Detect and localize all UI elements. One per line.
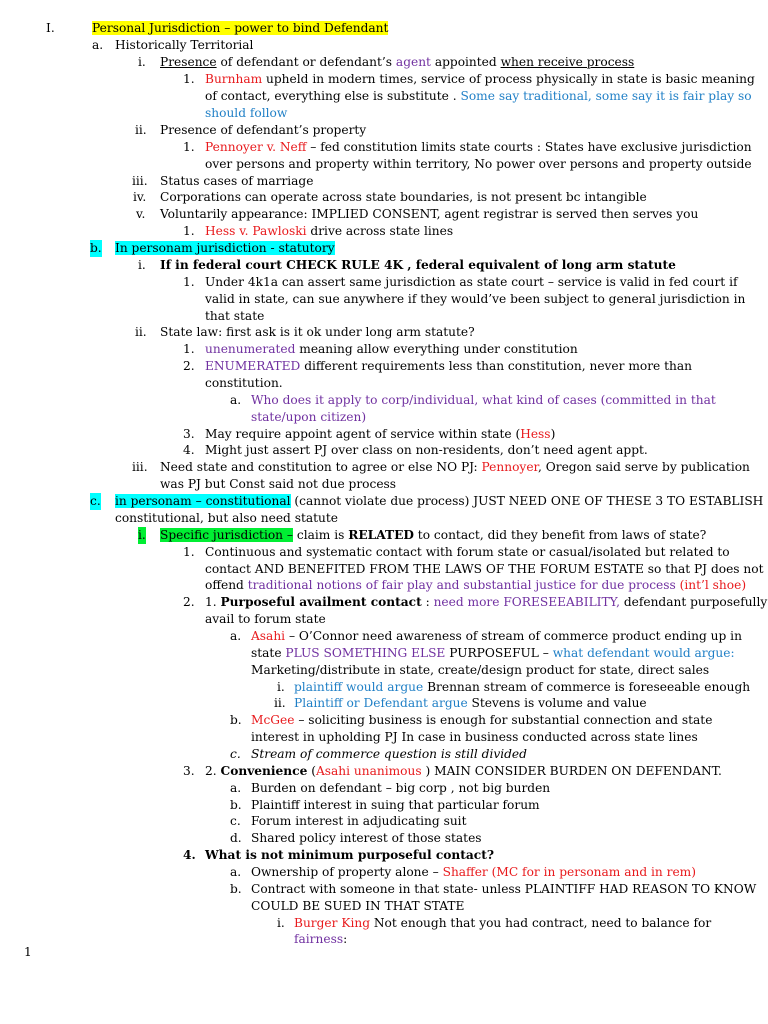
outline-line (205, 594, 767, 611)
text-run: May require appoint agent of service within state ( (205, 427, 521, 441)
text-run: Shared policy interest of those states (251, 831, 482, 845)
text-run: traditional notions of fair play and substantial justice for due process (247, 578, 676, 592)
outline-line (115, 37, 253, 54)
outline-label: 3. (183, 764, 195, 778)
outline-line (160, 189, 647, 206)
text-run: State law: first ask is it ok under long arm statute? (160, 325, 475, 339)
outline-label: v. (136, 207, 146, 221)
outline-label: ii. (274, 696, 286, 710)
outline-line (294, 695, 647, 712)
outline-label: b. (230, 798, 242, 812)
text-run: COULD BE SUED IN THAT STATE (251, 899, 465, 913)
outline-line (160, 324, 475, 341)
outline-label: i. (138, 528, 146, 542)
text-run: Voluntarily appearance: IMPLIED CONSENT, agent registrar is served then serves you (160, 207, 699, 221)
text-run: – O’Connor need awareness of stream of commerce product ending up in (285, 629, 742, 643)
text-run: valid in state, can sue anywhere if they would’ve been subject to general jurisdiction in (205, 292, 746, 306)
text-run: Specific jurisdiction – (160, 528, 293, 542)
text-run: (cannot violate due process) JUST NEED ONE OF THESE 3 TO ESTABLISH (290, 494, 764, 508)
outline-label: a. (230, 393, 242, 407)
text-run: Asahi unanimous (315, 764, 422, 778)
text-run: over persons and property within territory, No power over persons and property outside (205, 157, 752, 171)
outline-line (160, 527, 706, 544)
outline-line (205, 291, 745, 308)
outline-label: 1. (183, 224, 195, 238)
outline-label: 4. (183, 443, 195, 457)
outline-line (294, 679, 750, 696)
outline-line (160, 122, 366, 139)
outline-line (251, 628, 742, 645)
outline-label: 1. (183, 545, 195, 559)
outline-line (205, 156, 752, 173)
outline-line (160, 206, 698, 223)
outline-label: 1. (183, 342, 195, 356)
text-run: upheld in modern times, service of process physically in state is basic meaning (262, 72, 755, 86)
text-run: Forum interest in adjudicating suit (251, 814, 467, 828)
outline-line (205, 375, 283, 392)
outline-line (205, 763, 722, 780)
text-run: Asahi (251, 629, 286, 643)
text-run: agent (395, 55, 431, 69)
outline-line (205, 577, 746, 594)
outline-label: ii. (135, 123, 147, 137)
text-run: If in federal court CHECK RULE 4K , federal equivalent of long arm statute (160, 258, 676, 272)
outline-label: i. (277, 916, 285, 930)
outline-line (115, 510, 338, 527)
text-run: fairness (294, 932, 344, 946)
text-run: Purposeful availment contact (220, 595, 422, 609)
text-run: , Oregon said serve by publication (538, 460, 750, 474)
outline-line (115, 493, 763, 510)
text-run: Who does it apply to corp/individual, what kind of cases (committed in that (251, 393, 716, 407)
outline-line (294, 931, 347, 948)
text-run: appointed (430, 55, 501, 69)
outline-label: i. (138, 55, 146, 69)
text-run: Marketing/distribute in state, create/design product for state, direct sales (251, 663, 710, 677)
outline-label: i. (138, 258, 146, 272)
outline-label: a. (230, 781, 242, 795)
outline-line (205, 71, 755, 88)
outline-line (251, 645, 735, 662)
text-run: defendant purposefully (619, 595, 768, 609)
outline-label: c. (230, 747, 241, 761)
text-run: : (343, 932, 348, 946)
outline-label: iv. (133, 190, 147, 204)
outline-line (205, 88, 752, 105)
text-run: when receive process (500, 55, 635, 69)
text-run: Burnham (205, 72, 263, 86)
text-run: Historically Territorial (115, 38, 254, 52)
outline-line (251, 729, 698, 746)
text-run: PLUS SOMETHING ELSE (285, 646, 446, 660)
text-run: (int’l shoe) (679, 578, 747, 592)
outline-line (251, 864, 696, 881)
outline-line (251, 662, 709, 679)
outline-line (251, 712, 712, 729)
outline-line (205, 308, 264, 325)
page-number: 1 (24, 945, 32, 959)
outline-line (205, 358, 692, 375)
text-run: state/upon citizen) (251, 410, 367, 424)
text-run: In personam jurisdiction - statutory (115, 241, 335, 255)
outline-label: I. (46, 21, 55, 35)
text-run: Personal Jurisdiction – power to bind Defendant (92, 21, 389, 35)
outline-label: 1. (183, 72, 195, 86)
outline-label: iii. (132, 174, 148, 188)
outline-line (160, 459, 750, 476)
text-run: contact AND BENEFITED FROM THE LAWS OF THE FORUM ESTATE so that PJ does not (205, 562, 764, 576)
text-run: Pennoyer v. Neff (205, 140, 307, 154)
text-run: different requirements less than constitution, never more than (300, 359, 693, 373)
outline-line (160, 476, 396, 493)
text-run: state (251, 646, 286, 660)
text-run: Status cases of marriage (160, 174, 314, 188)
outline-label: iii. (132, 460, 148, 474)
text-run: – fed constitution limits state courts : States have exclusive jurisdiction (306, 140, 752, 154)
text-run: to contact, did they benefit from laws of state? (413, 528, 707, 542)
text-run: Corporations can operate across state boundaries, is not present bc intangible (160, 190, 647, 204)
text-run: Stevens is volume and value (467, 696, 647, 710)
outline-line (205, 105, 287, 122)
text-run: Burger King (294, 916, 370, 930)
text-run: was PJ but Const said not due process (160, 477, 397, 491)
outline-line (251, 409, 366, 426)
text-run: Under 4k1a can assert same jurisdiction as state court – service is valid in fed court if (205, 275, 738, 289)
outline-label: b. (230, 882, 242, 896)
outline-line (115, 240, 335, 257)
text-run: drive across state lines (306, 224, 454, 238)
outline-line (251, 881, 756, 898)
text-run: Shaffer (MC for in personam and in rem) (442, 865, 696, 879)
outline-line (251, 746, 527, 763)
text-run: offend (205, 578, 248, 592)
outline-line (251, 898, 464, 915)
outline-line (205, 544, 730, 561)
outline-line (251, 830, 482, 847)
text-run: in personam – constitutional (115, 494, 291, 508)
text-run: meaning allow everything under constitution (295, 342, 578, 356)
outline-label: a. (92, 38, 104, 52)
text-run: plaintiff would argue (294, 680, 424, 694)
outline-label: a. (230, 865, 242, 879)
text-run: Burden on defendant – big corp , not big burden (251, 781, 551, 795)
text-run: claim is (293, 528, 349, 542)
outline-label: c. (230, 814, 241, 828)
outline-label: b. (90, 241, 102, 255)
text-run: need more FORESEEABILITY, (433, 595, 620, 609)
outline-label: i. (277, 680, 285, 694)
text-run: 2. (205, 764, 221, 778)
text-run: ) MAIN CONSIDER BURDEN ON DEFENDANT. (421, 764, 722, 778)
outline-label: 1. (183, 140, 195, 154)
outline-line (205, 223, 453, 240)
outline-label: 2. (183, 359, 195, 373)
text-run: RELATED (348, 528, 414, 542)
outline-line (205, 847, 494, 864)
outline-label: a. (230, 629, 242, 643)
text-run: of defendant or defendant’s (216, 55, 396, 69)
text-run: unenumerated (205, 342, 296, 356)
text-run: ENUMERATED (205, 359, 301, 373)
text-run: Plaintiff interest in suing that particular forum (251, 798, 540, 812)
text-run: interest in upholding PJ In case in business conducted across state lines (251, 730, 698, 744)
text-run: Contract with someone in that state- unless PLAINTIFF HAD REASON TO KNOW (251, 882, 757, 896)
text-run: McGee (251, 713, 295, 727)
outline-line (294, 915, 711, 932)
text-run: Pennoyer (481, 460, 539, 474)
outline-line (205, 139, 752, 156)
outline-line (251, 392, 716, 409)
text-run: constitutional, but also need statute (115, 511, 338, 525)
text-run: that state (205, 309, 265, 323)
outline-line (205, 274, 737, 291)
text-run: avail to forum state (205, 612, 326, 626)
text-run: what defendant would argue: (552, 646, 735, 660)
text-run: should follow (205, 106, 288, 120)
outline-line (160, 54, 634, 71)
text-run: Presence of defendant’s property (160, 123, 367, 137)
outline-label: c. (90, 494, 101, 508)
outline-label: b. (230, 713, 242, 727)
outline-line (92, 20, 388, 37)
text-run: Convenience (220, 764, 308, 778)
outline-line (251, 780, 550, 797)
outline-label: 1. (183, 275, 195, 289)
outline-line (205, 561, 764, 578)
text-run: – soliciting business is enough for substantial connection and state (294, 713, 713, 727)
text-run: Hess (520, 427, 551, 441)
text-run: Ownership of property alone – (251, 865, 443, 879)
outline-label: 4. (183, 848, 196, 862)
text-run: Might just assert PJ over class on non-residents, don’t need agent appt. (205, 443, 648, 457)
text-run: constitution. (205, 376, 283, 390)
outline-line (205, 442, 648, 459)
text-run: ) (550, 427, 556, 441)
text-run: of contact, everything else is substitute . (205, 89, 461, 103)
text-run: Brennan stream of commerce is foreseeable enough (423, 680, 751, 694)
outline-line (205, 611, 326, 628)
text-run: 1. (205, 595, 221, 609)
outline-label: ii. (135, 325, 147, 339)
text-run: Hess v. Pawloski (205, 224, 307, 238)
text-run: Presence (160, 55, 217, 69)
outline-label: 3. (183, 427, 195, 441)
text-run: Some say traditional, some say it is fair play so (460, 89, 752, 103)
outline-line (251, 813, 466, 830)
text-run: Need state and constitution to agree or else NO PJ: (160, 460, 482, 474)
outline-label: d. (230, 831, 242, 845)
text-run: Stream of commerce question is still divided (251, 747, 527, 761)
text-run: Plaintiff or Defendant argue (294, 696, 468, 710)
outline-line (160, 173, 313, 190)
text-run: Not enough that you had contract, need to balance for (370, 916, 712, 930)
outline-line (251, 797, 540, 814)
outline-label: 2. (183, 595, 195, 609)
text-run: ( (307, 764, 316, 778)
text-run: PURPOSEFUL – (445, 646, 553, 660)
text-run: What is not minimum purposeful contact? (205, 848, 495, 862)
outline-line (205, 426, 555, 443)
text-run: : (421, 595, 434, 609)
outline-line (160, 257, 676, 274)
text-run: Continuous and systematic contact with forum state or casual/isolated but related to (205, 545, 730, 559)
outline-line (205, 341, 578, 358)
